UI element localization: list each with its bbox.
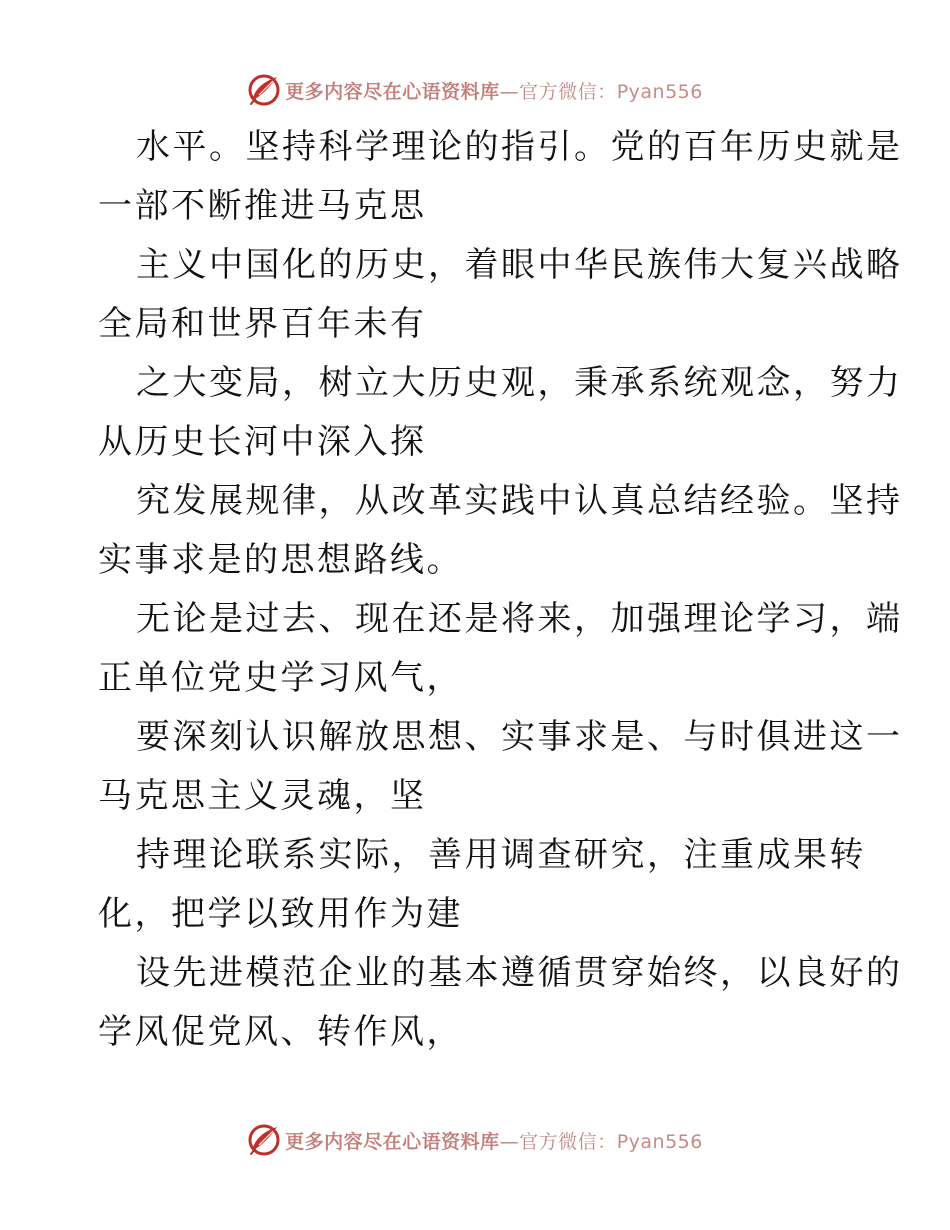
- paragraph-2: [98, 236, 903, 354]
- banner-text: [285, 77, 703, 104]
- banner-wechat-id: Pyan556: [616, 1130, 703, 1153]
- paragraph-4: [98, 472, 903, 590]
- quill-pen-logo-icon: [247, 1123, 281, 1157]
- paragraph-6: [98, 708, 903, 826]
- paragraph-line: 之大变局，树立大历史观，秉承系统观念，努力: [136, 363, 903, 403]
- banner-brand: 更多内容尽在心语资料库: [285, 1130, 500, 1153]
- quill-pen-logo-icon: [247, 73, 281, 107]
- banner-wechat-label: 官方微信：: [519, 1130, 617, 1153]
- header-banner: [0, 72, 950, 108]
- paragraph-line: 无论是过去、现在还是将来，加强理论学习，端: [136, 599, 903, 639]
- paragraph-line: 实事求是的思想路线。: [98, 540, 463, 580]
- banner-text: [285, 1127, 703, 1154]
- paragraph-line: 设先进模范企业的基本遵循贯穿始终，以良好的: [136, 953, 903, 993]
- banner-brand: 更多内容尽在心语资料库: [285, 80, 500, 103]
- paragraph-line: 化，把学以致用作为建: [98, 894, 463, 934]
- banner-wechat-label: 官方微信：: [519, 80, 617, 103]
- paragraph-line: 马克思主义灵魂，坚: [98, 776, 427, 816]
- banner-separator: —: [499, 1130, 520, 1153]
- paragraph-line: 要深刻认识解放思想、实事求是、与时俱进这一: [136, 717, 903, 757]
- footer-banner: [0, 1122, 950, 1158]
- paragraph-line: 全局和世界百年未有: [98, 304, 427, 344]
- banner-separator: —: [499, 80, 520, 103]
- paragraph-3: [98, 354, 903, 472]
- paragraph-7: [98, 826, 866, 944]
- paragraph-line: 持理论联系实际，善用调查研究，注重成果转: [136, 835, 866, 875]
- paragraph-line: 从历史长河中深入探: [98, 422, 427, 462]
- paragraph-5: [98, 590, 903, 708]
- paragraph-8: [98, 944, 903, 1062]
- paragraph-line: 学风促党风、转作风，: [98, 1012, 463, 1052]
- paragraph-1: [98, 118, 903, 236]
- document-body: [98, 118, 903, 1062]
- paragraph-line: 主义中国化的历史，着眼中华民族伟大复兴战略: [136, 245, 903, 285]
- paragraph-line: 究发展规律，从改革实践中认真总结经验。坚持: [136, 481, 903, 521]
- paragraph-line: 正单位党史学习风气，: [98, 658, 463, 698]
- paragraph-line: 水平。坚持科学理论的指引。党的百年历史就是: [136, 127, 903, 167]
- paragraph-line: 一部不断推进马克思: [98, 186, 427, 226]
- banner-wechat-id: Pyan556: [616, 80, 703, 103]
